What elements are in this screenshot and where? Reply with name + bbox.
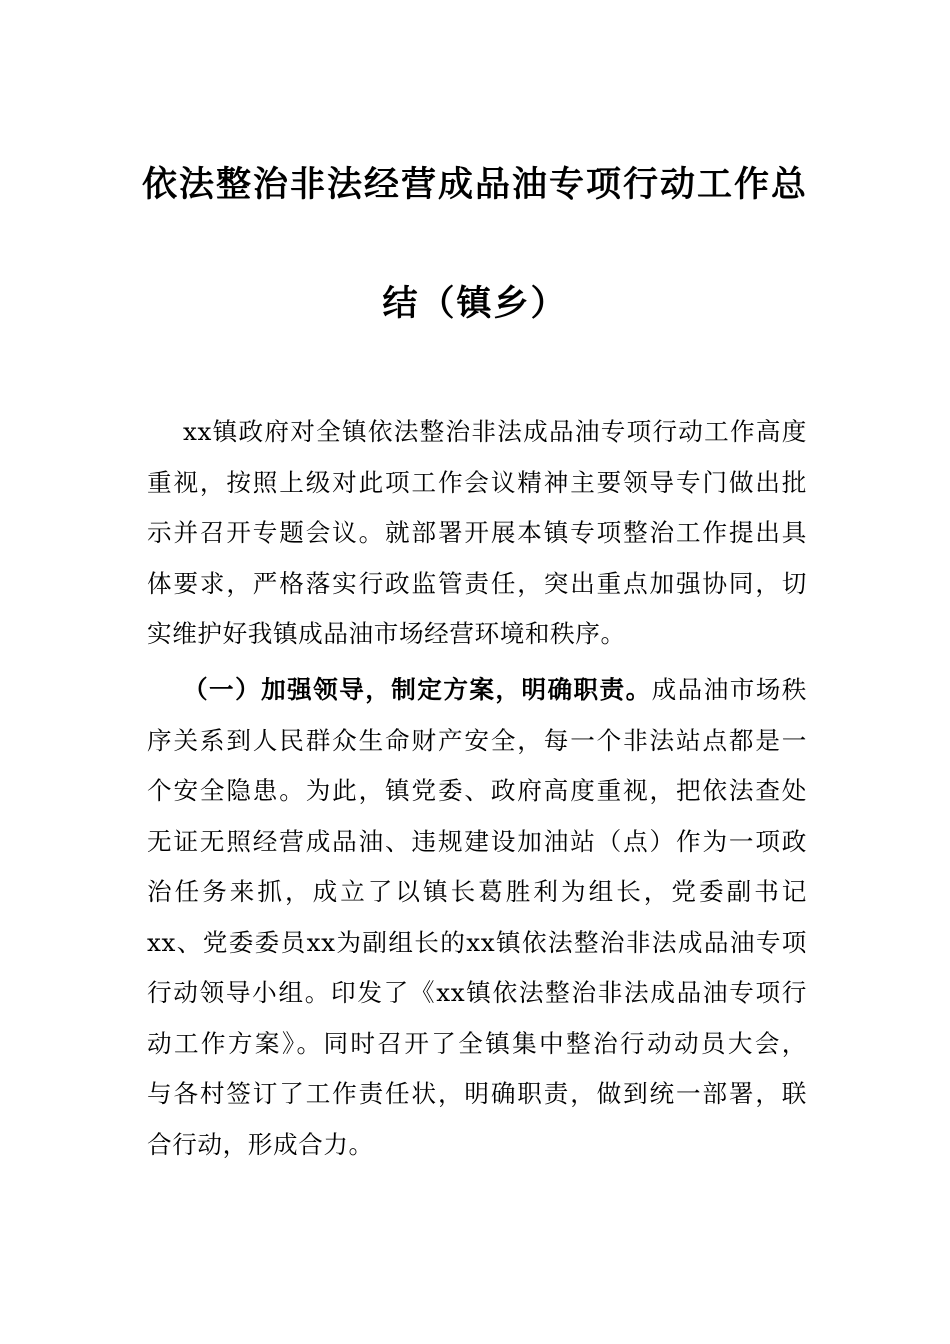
paragraph-line: 重视，按照上级对此项工作会议精神主要领导专门做出批 [147,467,807,497]
paragraph-line: 合行动，形成合力。 [147,1129,374,1159]
paragraph-line: 动工作方案》。同时召开了全镇集中整治行动动员大会， [147,1028,807,1058]
paragraph-section-one [147,665,807,1170]
paragraph-line: 体要求，严格落实行政监管责任，突出重点加强协同，切 [147,568,807,598]
paragraph-line: 无证无照经营成品油、违规建设加油站（点）作为一项政 [147,826,807,856]
paragraph-line: 治任务来抓，成立了以镇长葛胜利为组长，党委副书记 [147,877,807,906]
paragraph-line: 实维护好我镇成品油市场经营环境和秩序。 [147,619,626,648]
paragraph-intro [147,407,807,660]
paragraph-line: 个安全隐患。为此，镇党委、政府高度重视，把依法查处 [147,776,807,805]
section-heading: （一）加强领导，制定方案，明确职责。 [183,675,652,704]
paragraph-line [147,665,807,716]
paragraph-line-rest: 成品油市场秩 [651,675,807,704]
paragraph-line: 序关系到人民群众生命财产安全，每一个非法站点都是一 [147,725,807,755]
paragraph-line: xx镇政府对全镇依法整治非法成品油专项行动工作高度 [183,417,807,446]
document-title-line-2: 结（镇乡） [382,284,568,324]
paragraph-line: xx、党委委员xx为副组长的xx镇依法整治非法成品油专项 [147,927,807,957]
paragraph-line: 行动领导小组。印发了《xx镇依法整治非法成品油专项行 [147,978,807,1007]
paragraph-line: 与各村签订了工作责任状，明确职责，做到统一部署，联 [147,1079,807,1108]
paragraph-line: 示并召开专题会议。就部署开展本镇专项整治工作提出具 [147,518,807,547]
document-title-line-1: 依法整治非法经营成品油专项行动工作总 [141,165,808,205]
